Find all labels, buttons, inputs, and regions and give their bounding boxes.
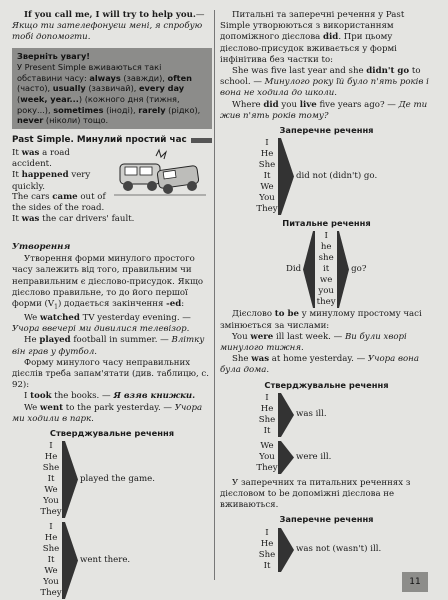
negative-heading-2: Заперечне речення [279, 514, 374, 525]
affirmative-heading: Стверджувальне речення [49, 427, 175, 438]
example-did-live: Where did you live five years ago? — Де ти жив п'ять років тому? [220, 99, 428, 121]
formation-text: Утворення форми минулого простого часу залежить від того, правильним чи неправильним є дієслово-присудок. Якщо дієслово правильне, то до його першої форми $(V_1)$ додається закінчення -ed: [12, 254, 204, 311]
arrow-shape [278, 138, 294, 215]
irregular-text: Форму минулого часу неправильних дієслів треба запам'ятати (див. таблицю, с. 92): [12, 357, 209, 391]
note-text: У Present Simple вживаються такі обставини часу: always (завжди), often (часто), usually (зазвичай), every day (week, year...) (кожного дня (тижня, року...), sometimes (іноді), rarely (рідко), never (ніколи) тощо. [17, 62, 201, 126]
negative-heading: Заперечне речення [279, 125, 374, 136]
attention-note [12, 48, 212, 129]
example-watched: We watched TV yesterday evening. — Учора ввечері ми дивилися телевізор. [12, 312, 191, 335]
pronoun-list: I He She It [258, 527, 276, 571]
example-went: We went to the park yesterday. — Учора ми ходили в парк. [12, 402, 203, 424]
to-be-note: У заперечних та питальних реченнях з дієсловом to be допоміжні дієслова не вживаються. [220, 477, 411, 511]
section-heading: Past Simple. Минулий простий час [12, 135, 212, 146]
pronoun-list: We You They [256, 440, 278, 473]
right-column [220, 10, 433, 573]
to-be-rule: Дієслово to be у минулому простому часі змінюється за числами: [220, 309, 422, 331]
pronoun-list: I He She It We You They [256, 138, 278, 215]
heading-bar [191, 138, 212, 143]
formation-heading: Утворення [12, 241, 71, 252]
scheme-went: I He She It We You They went there. [40, 522, 131, 599]
left-column [12, 10, 212, 600]
pronoun-list: I He She It [258, 392, 276, 436]
arrow-shape [62, 522, 78, 599]
pronoun-list: I He She It We You They [40, 522, 62, 599]
example-took: I took the books. — Я взяв книжки. [24, 391, 196, 402]
intro-text-2: The cars came out of the sides of the road. It was the car drivers' fault. [12, 191, 135, 225]
conditional-example: If you call me, I will try to help you.— Якщо ти зателефонуєш мені, я спробую тобі допомогти. [12, 10, 205, 43]
example-was: She was at home yesterday. — Учора вона була дома. [220, 354, 419, 376]
car-accident-illustration [112, 148, 208, 202]
intro-text: It was a road accident. It happened very quickly. [12, 147, 91, 192]
scheme-were-ill: We You They were ill. [256, 440, 332, 473]
arrow-shape [278, 393, 294, 437]
did-rule: Питальні та заперечні речення у Past Simple утворюються з використанням допоміжного дієслова did. При цьому дієслово-присудок вживається у формі інфінітива без частки to: [220, 10, 405, 65]
scheme-played: I He She It We You They played the game. [40, 441, 155, 518]
note-title: Зверніть увагу! [17, 50, 91, 61]
question-heading: Питальне речення [282, 218, 371, 229]
intro-block [12, 148, 212, 240]
example-didnt-go: She was five last year and she didn't go to school. — Минулого року їй було п'ять років і вона не ходила до школи. [220, 66, 429, 99]
arrow-shape [337, 231, 349, 308]
example-were: You were ill last week. — Ви були хворі минулого тижня. [220, 331, 407, 354]
arrow-shape [62, 441, 78, 518]
column-divider [214, 10, 215, 580]
arrow-shape [278, 441, 294, 474]
arrow-shape [303, 231, 315, 308]
scheme-was-ill: I He She It was ill. [256, 393, 433, 437]
scheme-question: Did I he she it we you they go? [286, 231, 367, 308]
page-number: 11 [402, 572, 428, 592]
arrow-shape [278, 528, 294, 572]
pronoun-list: I he she it we you they [316, 231, 336, 308]
pronoun-list: I He She It We You They [40, 441, 62, 518]
scheme-negative: I He She It We You They did not (didn't) go. [256, 138, 378, 215]
affirmative-heading: Стверджувальне речення [264, 379, 389, 390]
scheme-wasnt: I He She It was not (wasn't) ill. [256, 528, 433, 572]
example-played: He played football in summer. — Влітку він грав у футбол. [12, 335, 205, 357]
